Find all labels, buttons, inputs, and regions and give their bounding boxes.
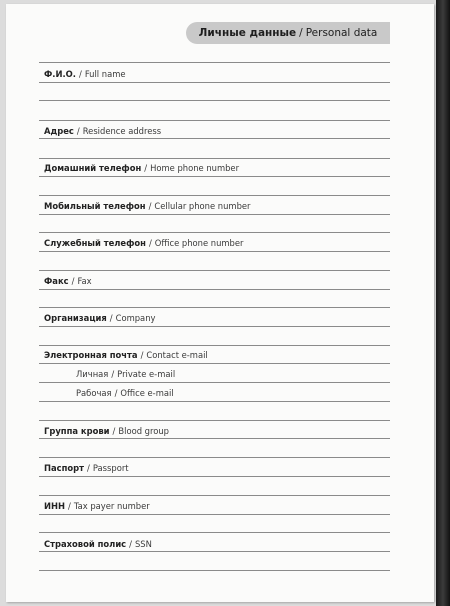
- field-label: Служебный телефон / Office phone number: [44, 238, 244, 248]
- field-label-ru: Служебный телефон: [44, 238, 146, 248]
- field-label-ru: Домашний телефон: [44, 163, 142, 173]
- write-line: [39, 345, 390, 346]
- write-line: [39, 62, 390, 63]
- field-label-en: Home phone number: [150, 163, 240, 173]
- field-label-ru: Ф.И.О.: [44, 69, 76, 79]
- field-label-en: Passport: [92, 463, 129, 473]
- field-label: Страховой полис / SSN: [44, 539, 152, 549]
- field-label-ru: Паспорт: [44, 463, 85, 473]
- field-label-ru: ИНН: [44, 501, 66, 511]
- write-line: [39, 307, 390, 308]
- diary-page: [6, 4, 434, 602]
- book-edge: [436, 0, 450, 606]
- field-label-ru: Адрес: [44, 126, 74, 136]
- field-label-ru: Электронная почта: [44, 350, 138, 360]
- field-label: Личная / Private e-mail: [76, 369, 176, 379]
- field-label-en: Blood group: [118, 426, 169, 436]
- write-line: [39, 270, 390, 271]
- write-line: [39, 457, 390, 458]
- field-label-en: Tax payer number: [73, 501, 150, 511]
- field-label-en: Contact e-mail: [146, 350, 208, 360]
- write-line: [39, 363, 390, 364]
- page-title-en: Personal data: [305, 27, 378, 39]
- write-line: [39, 514, 390, 515]
- write-line: [39, 176, 390, 177]
- write-line: [39, 382, 390, 383]
- page-title-ru: Личные данные: [198, 27, 297, 39]
- write-line: [39, 326, 390, 327]
- write-line: [39, 158, 390, 159]
- write-line: [39, 532, 390, 533]
- field-label: Группа крови / Blood group: [44, 426, 169, 436]
- field-label-en: Office e-mail: [120, 388, 174, 398]
- write-line: [39, 100, 390, 101]
- write-line: [39, 82, 390, 83]
- page-title: Личные данные / Personal data: [186, 22, 390, 44]
- write-line: [39, 138, 390, 139]
- field-label: Мобильный телефон / Cellular phone number: [44, 201, 251, 211]
- field-label: ИНН / Tax payer number: [44, 501, 150, 511]
- write-line: [39, 289, 390, 290]
- field-label-ru: Мобильный телефон: [44, 201, 146, 211]
- write-line: [39, 232, 390, 233]
- write-line: [39, 438, 390, 439]
- field-label: Электронная почта / Contact e-mail: [44, 350, 208, 360]
- field-label-en: SSN: [134, 539, 152, 549]
- field-label-ru: Страховой полис: [44, 539, 127, 549]
- write-line: [39, 570, 390, 571]
- field-label-ru: Рабочая: [76, 388, 112, 398]
- write-line: [39, 401, 390, 402]
- write-line: [39, 251, 390, 252]
- field-label-en: Full name: [84, 69, 126, 79]
- field-label: Домашний телефон / Home phone number: [44, 163, 240, 173]
- field-label-en: Cellular phone number: [154, 201, 251, 211]
- field-label-en: Private e-mail: [117, 369, 176, 379]
- write-line: [39, 476, 390, 477]
- field-label-en: Company: [115, 313, 156, 323]
- write-line: [39, 495, 390, 496]
- field-label-en: Residence address: [82, 126, 162, 136]
- field-label: Ф.И.О. / Full name: [44, 69, 126, 79]
- field-label: Адрес / Residence address: [44, 126, 162, 136]
- field-label: Рабочая / Office e-mail: [76, 388, 174, 398]
- write-line: [39, 120, 390, 121]
- field-label-ru: Организация: [44, 313, 107, 323]
- field-label-ru: Группа крови: [44, 426, 110, 436]
- field-label: Факс / Fax: [44, 276, 92, 286]
- field-label-ru: Личная: [76, 369, 109, 379]
- write-line: [39, 195, 390, 196]
- write-line: [39, 420, 390, 421]
- write-line: [39, 214, 390, 215]
- write-line: [39, 551, 390, 552]
- field-label-en: Office phone number: [154, 238, 244, 248]
- field-label: Паспорт / Passport: [44, 463, 129, 473]
- field-label-ru: Факс: [44, 276, 69, 286]
- field-label-en: Fax: [77, 276, 92, 286]
- field-label: Организация / Company: [44, 313, 156, 323]
